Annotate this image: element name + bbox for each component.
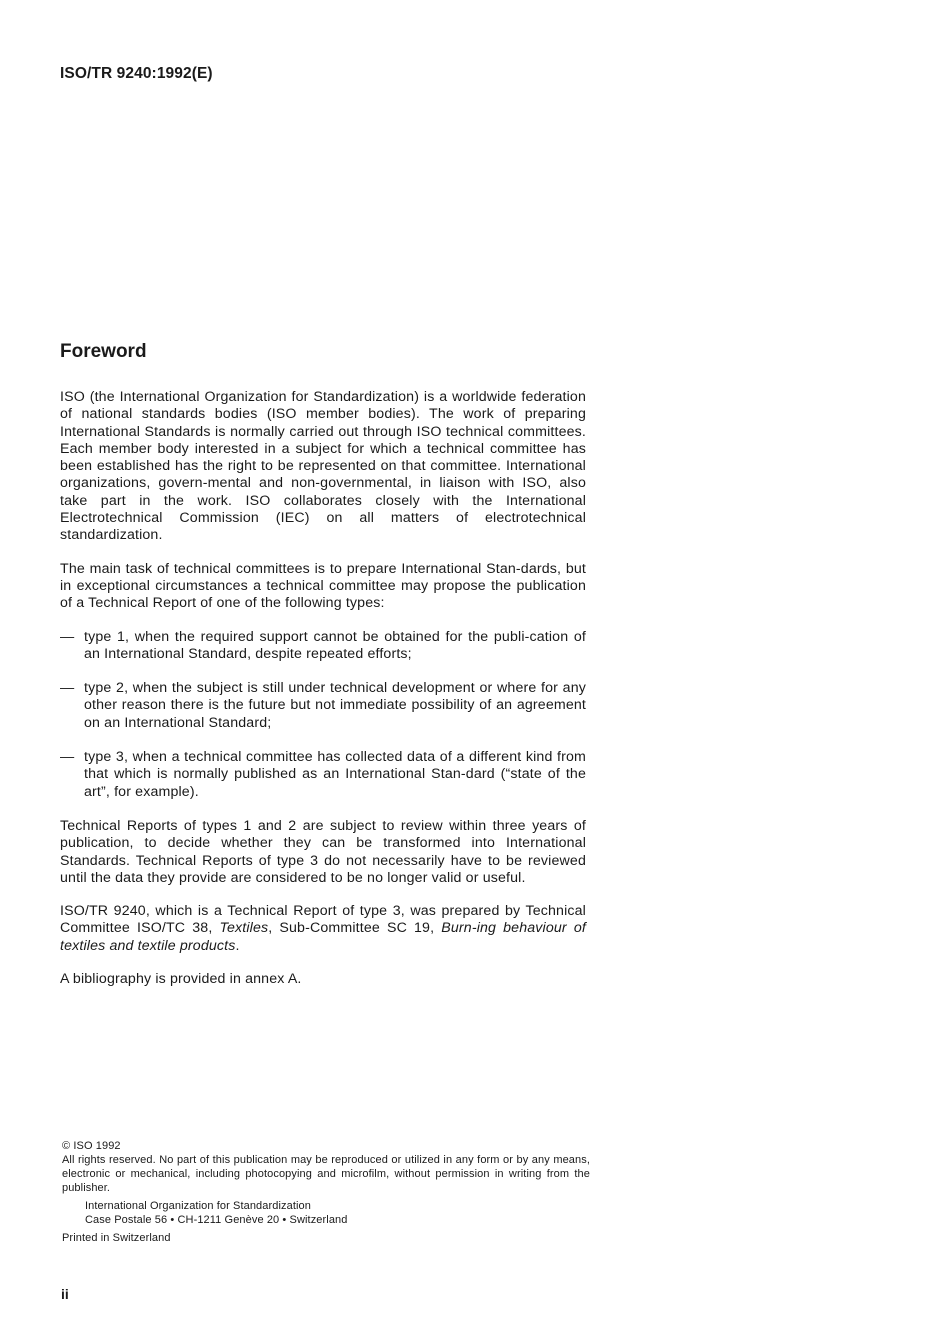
copyright-notice [62, 1139, 590, 1245]
copyright-line: © ISO 1992 [62, 1140, 121, 1152]
foreword-paragraph-2: The main task of technical committees is to prepare International Stan-dards, but in exceptional circumstances a technical committee may propose the publication of a Technical Report of one of the following types: [60, 560, 586, 612]
foreword-paragraph-5: A bibliography is provided in annex A. [60, 971, 302, 988]
publisher-address: Case Postale 56 • CH-1211 Genève 20 • Switzerland [85, 1214, 348, 1226]
foreword-paragraph-4 [60, 903, 586, 955]
foreword-paragraph-3: Technical Reports of types 1 and 2 are subject to review within three years of publication, to decide whether they can be transformed into International Standards. Technical Reports of type 3 do not necessarily have to be reviewed until the data they provide are considered to be no longer valid or useful. [60, 817, 586, 886]
list-item-text: type 3, when a technical committee has collected data of a different kind from that which is normally published as an International Stan-dard (“state of the art”, for example). [84, 749, 586, 800]
section-heading-foreword: Foreword [60, 341, 147, 362]
list-dash: — [60, 749, 75, 766]
list-item-type-2 [60, 680, 586, 732]
document-identifier: ISO/TR 9240:1992(E) [60, 65, 213, 82]
list-item-type-1 [60, 629, 586, 664]
foreword-body [60, 389, 586, 1004]
paragraph-text: , Sub-Committee SC 19, [268, 920, 442, 937]
paragraph-text: . [235, 937, 240, 954]
publisher-name: International Organization for Standardization [85, 1200, 311, 1212]
publisher-address-block [85, 1199, 590, 1227]
subcommittee-name: Burn-ing behaviour of textiles and textile products [60, 920, 586, 954]
page-number: ii [61, 1286, 69, 1302]
list-item-text: type 2, when the subject is still under technical development or where for any other reason there is the future but not immediate possibility of an agreement on an International Standard; [84, 680, 586, 731]
list-dash: — [60, 680, 75, 697]
list-item-type-3 [60, 749, 586, 801]
list-item-text: type 1, when the required support cannot be obtained for the publi-cation of an International Standard, despite repeated efforts; [84, 628, 586, 662]
report-types-list [60, 629, 586, 801]
committee-name: Textiles [219, 920, 269, 937]
printed-in: Printed in Switzerland [62, 1232, 171, 1244]
rights-statement: All rights reserved. No part of this publication may be reproduced or utilized in any form or by any means, electronic or mechanical, including photocopying and microfilm, without permission in writing from the publisher. [62, 1154, 590, 1194]
list-dash: — [60, 628, 75, 645]
foreword-paragraph-1: ISO (the International Organization for Standardization) is a worldwide federation of national standards bodies (ISO member bodies). The work of preparing International Standards is normally carried out through ISO technical committees. Each member body interested in a subject for which a technical committee has been established has the right to be represented on that committee. International organizations, govern-mental and non-governmental, in liaison with ISO, also take part in the work. ISO collaborates closely with the International Electrotechnical Commission (IEC) on all matters of electrotechnical standardization. [60, 389, 586, 544]
paragraph-text: ISO/TR 9240, which is a Technical Report of type 3, was prepared by Technical Committee ISO/TC 38, [60, 903, 586, 937]
